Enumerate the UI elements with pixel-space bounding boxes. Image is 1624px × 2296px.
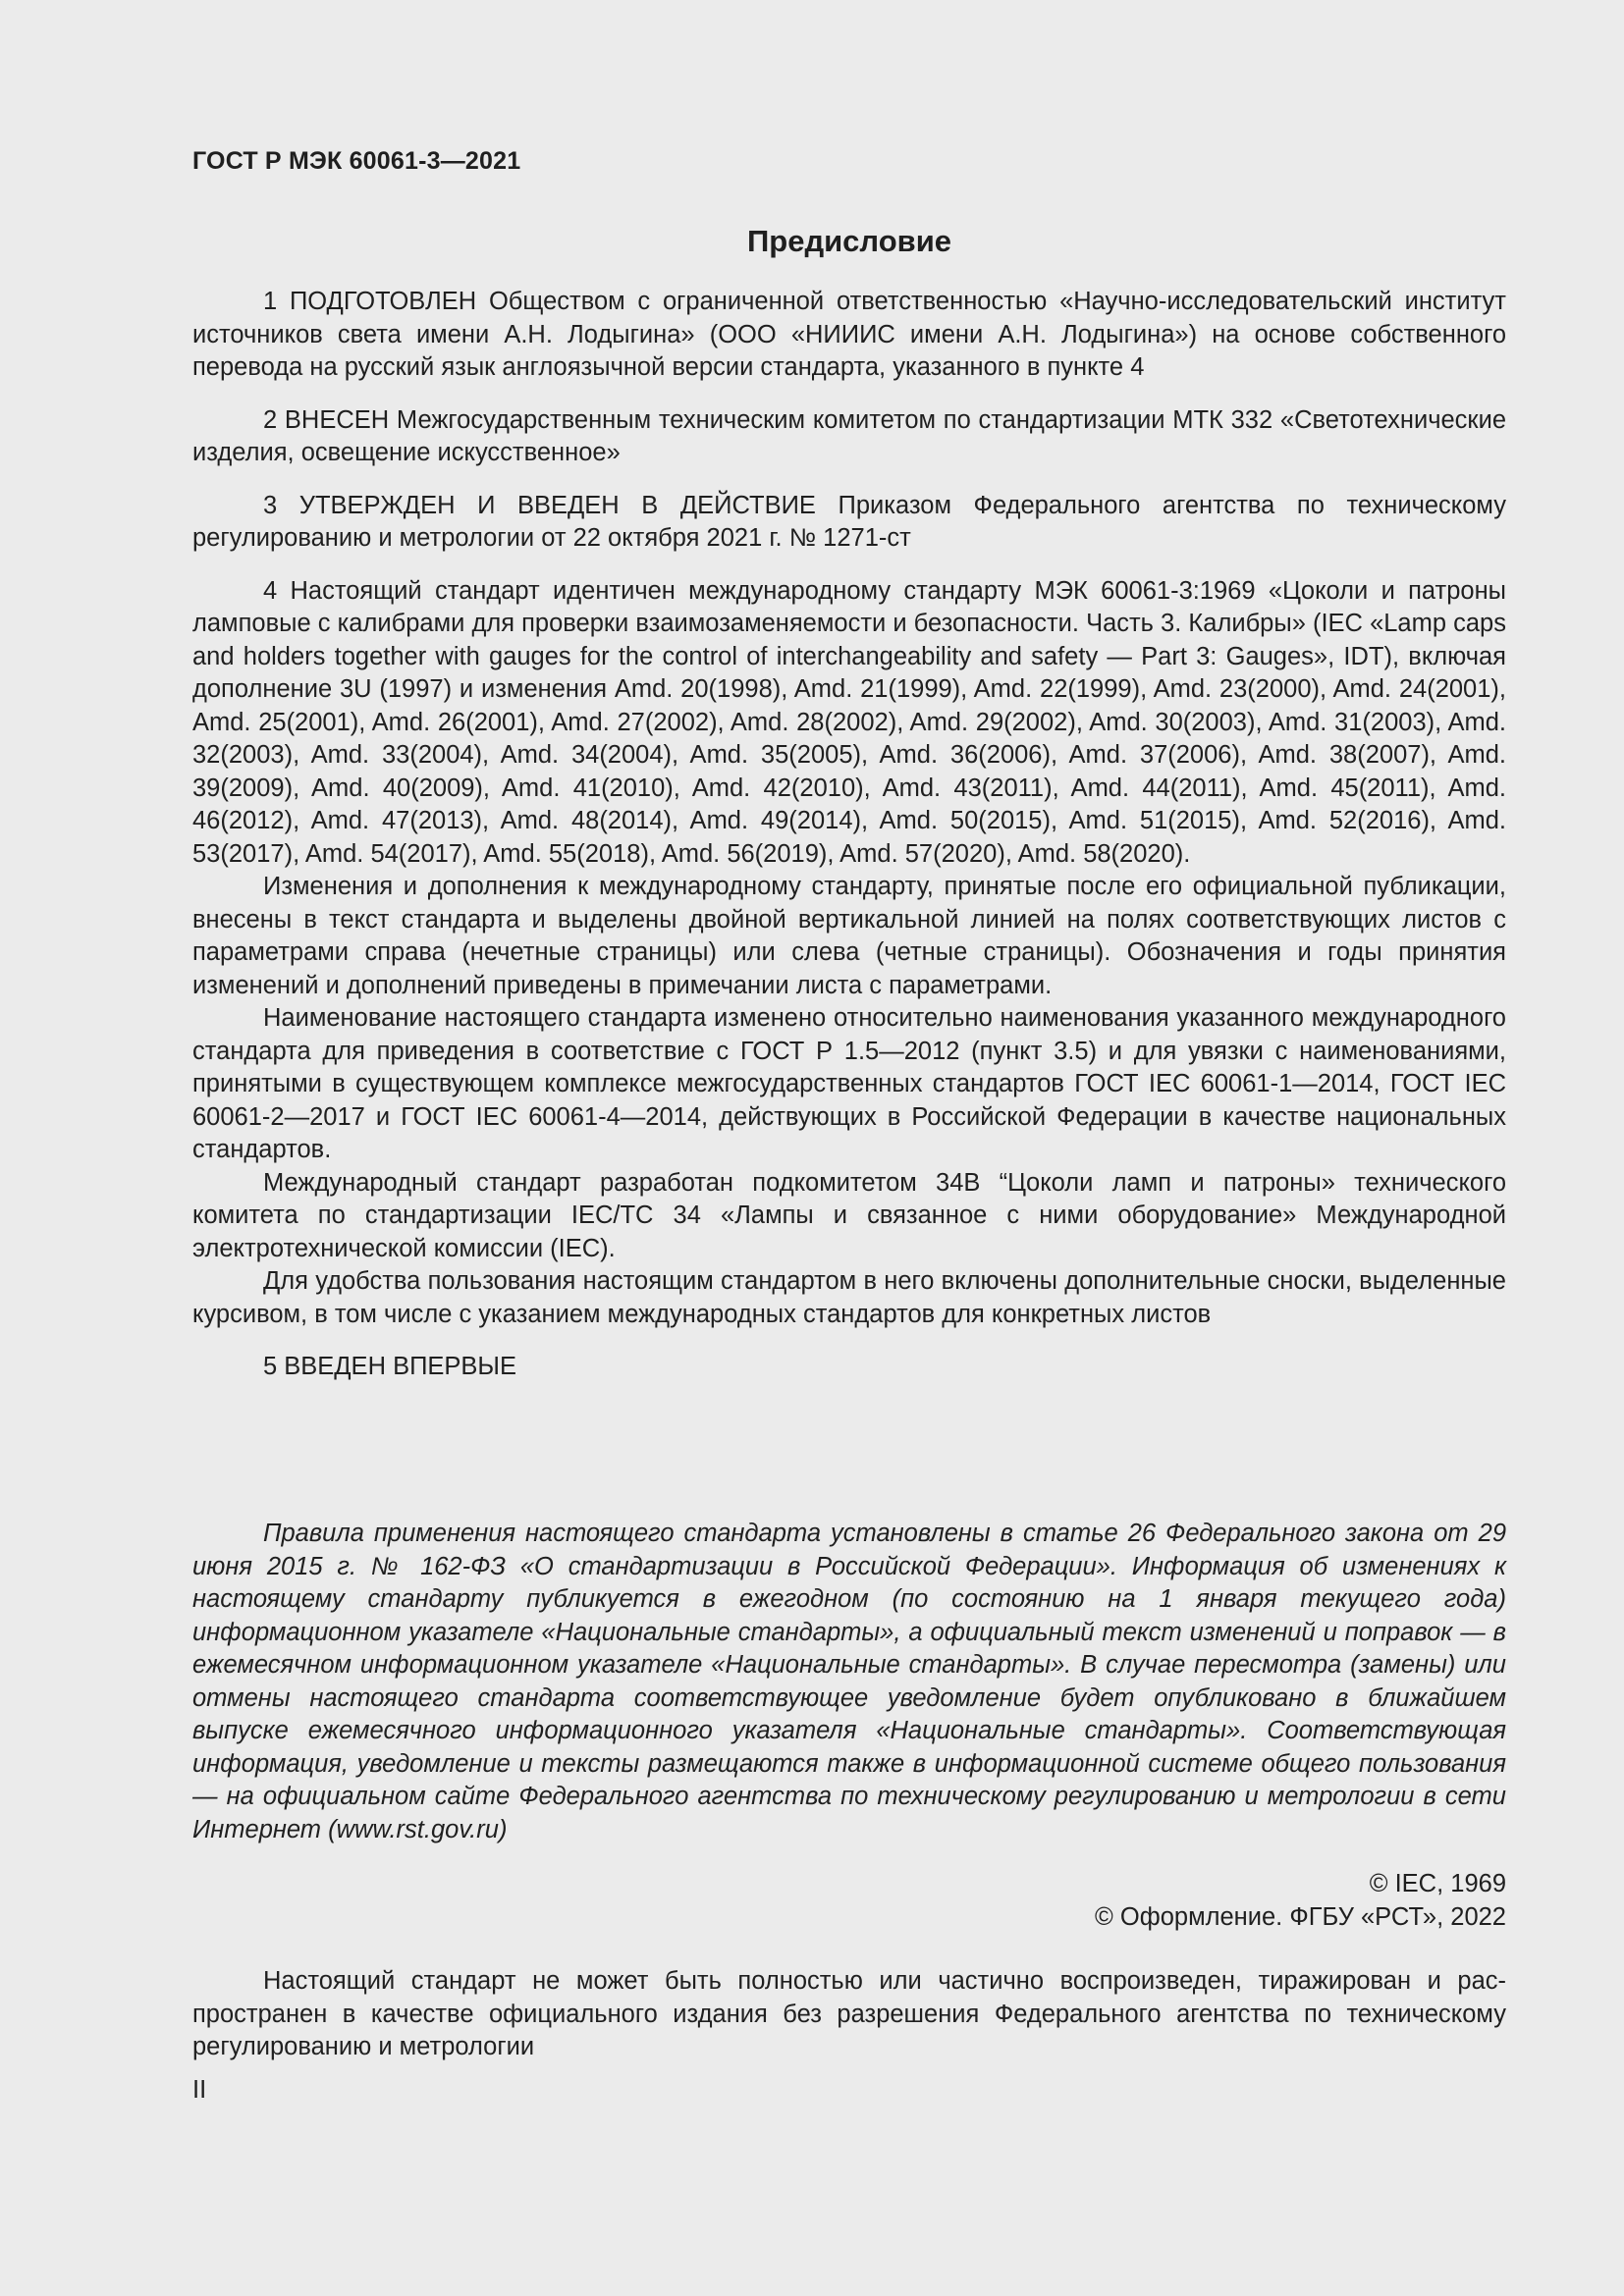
paragraph-2-introduced: 2 ВНЕСЕН Межгосударственным техническим комитетом по стандартизации МТК 332 «Светотехнические изделия, освещение искусственное» <box>192 405 1506 466</box>
paragraph-4-amendments: Изменения и дополнения к международному стандарту, принятые после его официальной публикации, внесены в текст стандарта и выделены двойной вертикальной линией на полях соответствующих листов с параметрами справа (нечетные страницы) или слева (четные страницы). Обозначения и годы принятия изменений и дополнений приведены в примечании листа с параметрами. <box>192 873 1506 999</box>
document-header: ГОСТ Р МЭК 60061-3—2021 <box>192 147 521 175</box>
paragraph-5-first-introduced: 5 ВВЕДЕН ВПЕРВЫЕ <box>263 1353 517 1380</box>
paragraph-4-identical: 4 Настоящий стандарт идентичен международному стандарту МЭК 60061-3:1969 «Цоколи и патроны ламповые с калибрами для проверки взаимозаменяемости и безопасности. Часть 3. Калибры» (IEC «Lamp caps and holders together with gauges for the control of interchangeability and safety — Part 3: Gauges», IDT), включая дополнение 3U (1997) и изменения Amd. 20(1998), Amd. 21(1999), Amd. 22(1999), Amd. 23(2000), Amd. 24(2001), Amd. 25(2001), Amd. 26(2001), Amd. 27(2002), Amd. 28(2002), Amd. 29(2002), Amd. 30(2003), Amd. 31(2003), Amd. 32(2003), Amd. 33(2004), Amd. 34(2004), Amd. 35(2005), Amd. 36(2006), Amd. 37(2006), Amd. 38(2007), Amd. 39(2009), Amd. 40(2009), Amd. 41(2010), Amd. 42(2010), Amd. 43(2011), Amd. 44(2011), Amd. 45(2011), Amd. 46(2012), Amd. 47(2013), Amd. 48(2014), Amd. 49(2014), Amd. 50(2015), Amd. 51(2015), Amd. 52(2016), Amd. 53(2017), Amd. 54(2017), Amd. 55(2018), Amd. 56(2019), Amd. 57(2020), Amd. 58(2020). <box>192 576 1506 868</box>
rules-note-text: Правила применения настоящего стандарта установлены в статье 26 Федерального закона от 29 июня 2015 г. № 162-ФЗ «О стандартизации в Российской Федерации». Информация об изменениях к настоящему стандарту публикуется в ежегодном (по состоянию на 1 января текущего года) информационном указателе «Национальные стандарты», а официальный текст изменений и поправок — в ежемесячном информационном указателе «Национальные стандарты». В случае пересмотра (замены) или отмены настоящего стандарта соответствующее уведомление будет опубликовано в ближайшем выпуске ежемесячного информационного указателя «Национальные стандарты». Соответствующая информация, уведомление и тексты размещаются также в информационной системе общего пользования — на официальном сайте Федерального агентства по техническому регулированию и метрологии в сети Интернет (www.rst.gov.ru) <box>192 1520 1506 1843</box>
paragraph-4-title-change: Наименование настоящего стандарта изменено относительно наименования указанного международного стандарта для приведения в соответствие с ГОСТ Р 1.5—2012 (пункт 3.5) и для увязки с наименованиями, принятыми в существующем комплексе межгосударственных стандартов ГОСТ IEC 60061-1—2014, ГОСТ IEC 60061-2—2017 и ГОСТ IEC 60061-4—2014, действующих в Российской Федерации в качестве национальных стандартов. <box>192 1004 1506 1163</box>
paragraph-3-approved: 3 УТВЕРЖДЕН И ВВЕДЕН В ДЕЙСТВИЕ Приказом Федерального агентства по техническому регулированию и метрологии от 22 октября 2021 г. № 1271-ст <box>192 491 1506 552</box>
page-number: II <box>192 2076 207 2104</box>
paragraph-4-footnotes: Для удобства пользования настоящим стандартом в него включены дополнительные сноски, выделенные курсивом, в том числе с указанием международных стандартов для конкретных листов <box>192 1267 1506 1328</box>
paragraph-4-developer: Международный стандарт разработан подкомитетом 34В “Цоколи ламп и патроны» технического комитета по стандартизации IEC/TC 34 «Лампы и связанное с ними оборудование» Международной электротехнической комиссии (IEC). <box>192 1168 1506 1262</box>
rules-note <box>192 1518 1506 1846</box>
reproduction-notice-text: Настоящий стандарт не может быть полностью или частично воспроизведен, тиражирован и распространен в качестве официального издания без разрешения Федерального агентства по техническому регулированию и метрологии <box>192 1967 1506 2060</box>
copyright-iec: © IEC, 1969 <box>1369 1870 1506 1897</box>
foreword-body <box>192 286 1506 1384</box>
paragraph-1-prepared: 1 ПОДГОТОВЛЕН Обществом с ограниченной ответственностью «Научно-исследовательский институт источников света имени А.Н. Лодыгина» (ООО «НИИИС имени А.Н. Лодыгина») на основе собственного перевода на русский язык англоязычной версии стандарта, указанного в пункте 4 <box>192 288 1506 381</box>
page-title: Предисловие <box>746 224 951 258</box>
reproduction-notice <box>192 1965 1506 2064</box>
copyright-block <box>192 1868 1506 1934</box>
copyright-rst: © Оформление. ФГБУ «РСТ», 2022 <box>1095 1902 1506 1931</box>
